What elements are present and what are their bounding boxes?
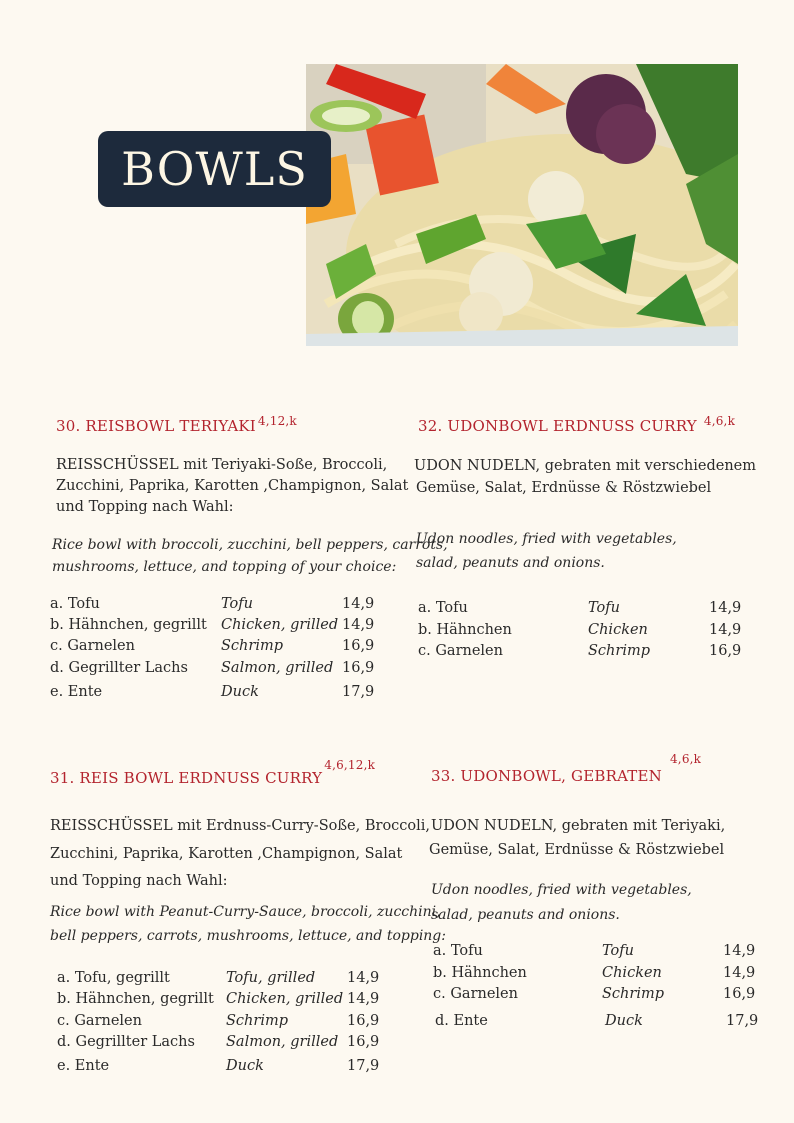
section-name: 30. REISBOWL TERIYAKI bbox=[56, 417, 256, 435]
section-name: 32. UDONBOWL ERDNUSS CURRY bbox=[418, 417, 697, 435]
page-title: BOWLS bbox=[98, 131, 331, 207]
description-de: UDON NUDELN, gebraten mit verschiedenem Gemüse, Salat, Erdnüsse & Röstzwiebel bbox=[414, 458, 757, 496]
section-name: 31. REIS BOWL ERDNUSS CURRY bbox=[50, 769, 323, 787]
description-de: UDON NUDELN, gebraten mit Teriyaki, Gemüse, Salat, Erdnüsse & Röstzwiebel bbox=[429, 818, 726, 858]
allergen-codes: 4,6,k bbox=[669, 752, 702, 766]
section-name: 33. UDONBOWL, GEBRATEN bbox=[431, 767, 662, 785]
food-photo bbox=[306, 64, 738, 346]
description-en: Udon noodles, fried with vegetables, salad, peanuts and onions. bbox=[431, 882, 692, 923]
description-en: Udon noodles, fried with vegetables, salad, peanuts and onions. bbox=[416, 531, 677, 571]
description-de: REISSCHÜSSEL mit Erdnuss-Curry-Soße, Broccoli, Zucchini, Paprika, Karotten ,Champignon, Salat und Topping nach Wahl: bbox=[50, 818, 431, 889]
description-de: REISSCHÜSSEL mit Teriyaki-Soße, Broccoli, Zucchini, Paprika, Karotten ,Champignon, Salat und Topping nach Wahl: bbox=[56, 457, 409, 515]
allergen-codes: 4,12,k bbox=[257, 414, 297, 428]
section-title bbox=[56, 414, 297, 435]
allergen-codes: 4,6,k bbox=[703, 414, 736, 428]
section-title bbox=[50, 758, 376, 787]
section-title bbox=[418, 414, 735, 435]
description-en: Rice bowl with broccoli, zucchini, bell peppers, carrots, mushrooms, lettuce, and topping of your choice: bbox=[52, 537, 448, 575]
description-en: Rice bowl with Peanut-Curry-Sauce, broccoli, zucchini, bell peppers, carrots, mushrooms, lettuce, and topping: bbox=[50, 904, 446, 944]
section-title bbox=[431, 752, 702, 785]
allergen-codes: 4,6,12,k bbox=[324, 758, 376, 772]
